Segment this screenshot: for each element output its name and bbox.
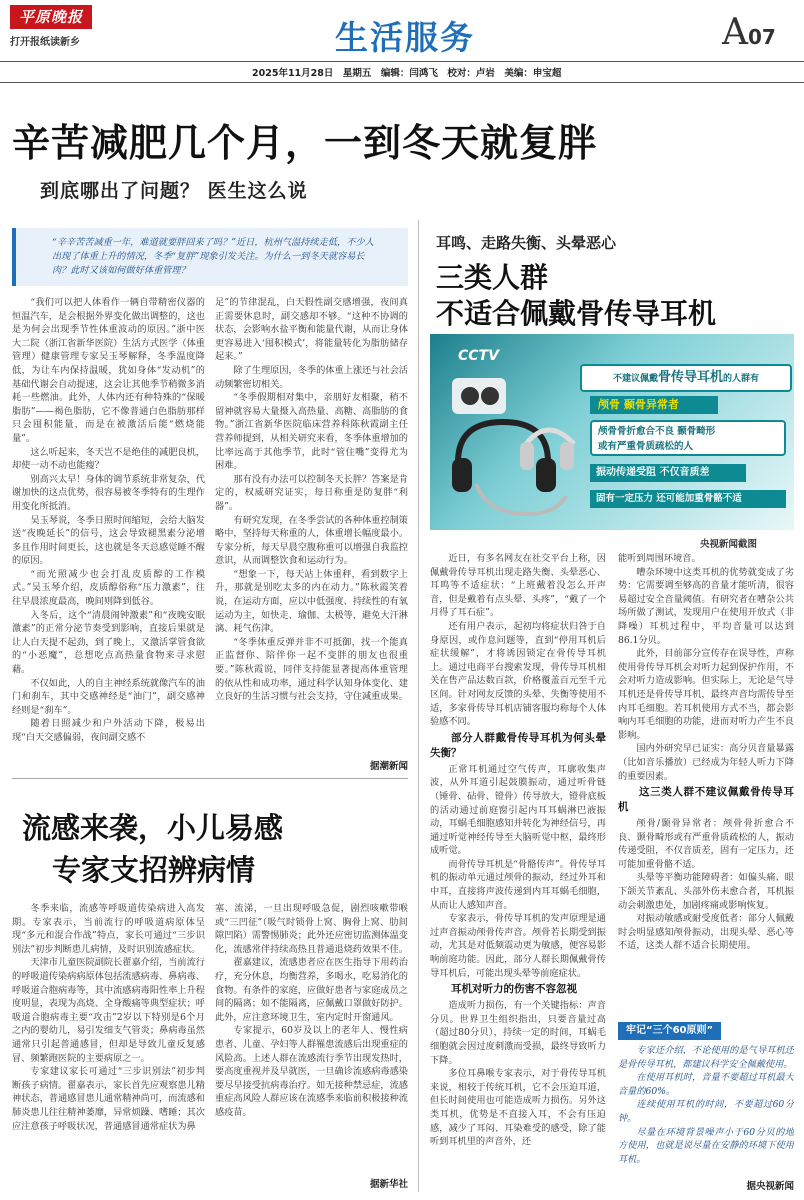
page-digits: 07 <box>748 25 776 49</box>
hearing-column-1 <box>430 552 606 1194</box>
paragraph: “冬季体重反弹并非不可抵御，找一个能真正监督你、陪伴你一起不变胖的朋友也很重要。”陈秋霞说，同伴支持能显著提高体重管理的依从性和成功率，通过科学认知身体变化、建立良好的生活习惯与社会支持，守住减重成果。 <box>215 636 408 703</box>
tv-logo: CCTV <box>458 348 499 364</box>
paragraph: “冬季假期相对集中，亲朋好友相聚，稍不留神就容易大量摄入高热量、高糖、高脂肪的食物。”浙江省新华医院临床营养科陈秋霞副主任营养师提到，从相关研究来看，冬季体重增加的比率远高于其他季节，此时“管住嘴”变得尤为困难。 <box>215 392 408 472</box>
banner-suffix: 的人群有 <box>723 374 760 384</box>
subhead-three-groups: 这三类人群不建议佩戴骨传导耳机 <box>618 786 794 814</box>
paragraph: 这么听起来，冬天岂不是绝佳的减肥良机，却使一动不动也能瘦？ <box>12 446 205 472</box>
page-number <box>722 12 776 53</box>
paragraph: 专家提示，60岁及以上的老年人、慢性病患者、儿童、孕妇等人群罹患流感后出现重症的风险高。上述人群在流感流行季节出现发热时，要高度重视并及早就医，一旦确诊流感病毒感染要尽早接受抗病毒治疗。如无接种禁忌症，流感重症高风险人群应该在流感季来临前积极接种流感疫苗。 <box>215 1025 408 1118</box>
paragraph: 塞、流涕，一旦出现呼吸急促，剧烈咳嗽带喉或“三凹征”（吸气时锁骨上窝、胸骨上窝、肋间隙凹陷）需警惕肺炎；此外还应密切监测体温变化，流感常伴持续高热且普通退烧药效果不佳。 <box>215 903 408 955</box>
item2: 振动传递受阻 不仅音质差 <box>590 464 746 482</box>
paragraph: 不仅如此，人的自主神经系统就像汽车的油门和刹车，其中交感神经是“油门”，副交感神经则是“刹车”。 <box>12 677 205 716</box>
paragraph: “想象一下，每天站上体重秤，看到数字上升，那就是别吃太多的内在动力。”陈秋霞笑着说，在运动方面，应以中低强度、持续性的有氧运动为主，如快走、瑜伽、太极等，避免大汗淋漓、耗气伤津。 <box>215 568 408 635</box>
item1-title: 颅骨 颞骨异常者 <box>590 396 718 414</box>
flu-column-1 <box>12 902 205 1192</box>
paragraph: 能听到周围环境音。 <box>618 553 701 564</box>
paragraph: “而光照减少也会打乱皮质醇的工作模式。”吴玉琴介绍，皮质醇俗称“压力激素”，往往早晨浓度最高，晚间则降到低谷。 <box>12 568 205 608</box>
paragraph: 入冬后，这个“清晨闹钟激素”和“夜晚安眠激素”的正常分泌节奏受到影响，直接后果就是让人白天提不起劲，到了晚上，又激活掌管食欲的“小恶魔”，总想吃点高热量食物来寻求慰藉。 <box>12 609 205 676</box>
paragraph: 造成听力损伤，有一个关键指标：声音分贝。世界卫生组织指出，只要音量过高（超过80分贝），持续一定的时间，耳蜗毛细胞就会因过度刺激而受损，最终导致听力下降。 <box>430 1000 606 1066</box>
hearing-credit: 据央视新闻 <box>746 1181 794 1192</box>
logo-text: 平原晚报 <box>18 8 83 26</box>
lead-column-2 <box>215 296 408 754</box>
paragraph: 翟嘉建议，流感患者应在医生指导下用药治疗，充分休息，均衡营养，多喝水，吃易消化的食物。有条件的家庭，应做好患者与家庭成员之间的隔离；如不能隔离，应佩戴口罩做好防护。此外，应注意环境卫生，室内定时开窗通风。 <box>215 957 408 1023</box>
flu-headline-2: 专家支招辨病情 <box>52 853 256 887</box>
tip: 在使用耳机时，音量不要超过耳机最大音量的60%。 <box>618 1072 794 1097</box>
paragraph: 别高兴太早！身体的调节系统非常复杂，代谢加快的这点优势，很容易被冬季特有的生理作用变化所抵消。 <box>12 473 205 512</box>
lead-intro: “辛辛苦苦减重一年，难道就要胖回来了吗？”近日，杭州气温持续走低，不少人出现了体重上升的情况，冬季“复胖”现象引发关注。为什么一到冬天就容易长肉？此时又该如何做好体重管理？ <box>52 237 374 276</box>
paragraph: 有研究发现，在冬季尝试的各种体重控制策略中，坚持每天称重的人，体重增长幅度最小。专家分析，每天早晨空腹称重可以增强自我监控意识，从而调整饮食和运动行为。 <box>215 514 408 567</box>
paragraph: 对振动敏感或耐受度低者：部分人佩戴时会明显感知颅骨振动，出现头晕、恶心等不适，这类人群不适合长期使用。 <box>618 913 794 952</box>
paragraph: 那有没有办法可以控制冬天长胖？答案是肯定的，权威研究证实，每日称重是防复胖“利器”。 <box>215 473 408 512</box>
flu-credit: 据新华社 <box>369 1179 408 1190</box>
slogan: 打开报纸读新乡 <box>10 37 80 48</box>
intro-accent <box>12 228 16 286</box>
infographic-caption: 央视新闻截图 <box>700 539 758 550</box>
masthead-rule <box>0 61 804 62</box>
headphones-icon <box>448 374 578 524</box>
hearing-infographic <box>430 334 794 530</box>
item1-detail <box>590 420 786 456</box>
item3: 固有一定压力 还可能加重骨骼不适 <box>590 490 786 508</box>
paragraph: 除了生理原因，冬季的体重上涨还与社会活动频繁密切相关。 <box>215 364 408 390</box>
flu-headline-1: 流感来袭，小儿易感 <box>22 811 284 845</box>
lead-headline: 辛苦减肥几个月，一到冬天就复胖 <box>12 121 598 165</box>
hearing-kicker: 耳鸣、走路失衡、头晕恶心 <box>436 234 617 252</box>
paragraph: 此外，目前部分宣传存在误导性，声称使用骨传导耳机会对听力起到保护作用，不会对听力造成影响。但实际上，无论是气导耳机还是骨传导耳机，最终声音均需传导至内耳毛细胞。若耳机使用方式不当，都会影响内耳毛细胞的功能，进而对听力产生不良影响。 <box>618 648 794 741</box>
paragraph: 还有用户表示，起初均将症状归咎于自身原因，或作息问题等，直到“停用耳机后症状缓解”，才将诱因锁定在骨传导耳机上。通过电商平台搜索发现，骨传导耳机相关在售产品达数百款，价格覆盖百元至千元区间。针对网友反馈的头晕、失衡等使用不适，多家骨传导耳机店铺客服均称每个人体验感不同。 <box>430 620 606 728</box>
logo <box>10 5 92 29</box>
paragraph: 多位耳鼻喉专家表示，对于骨传导耳机来说，相较于传统耳机，它不会压迫耳道，但长时间使用也可能造成听力损伤。另外这类耳机，优势是不直接入耳，不会有压迫感，减少了耳闷、耳染难受的感受，除了能听到耳机里的声音外，还 <box>430 1068 606 1148</box>
paragraph: 吴玉琴说，冬季日照时间缩短，会给大脑发送“夜晚延长”的信号，这会导致褪黑素分泌增多且作用时间更长，这也就是冬天总感觉睡不醒的原因。 <box>12 514 205 567</box>
paragraph: 专家表示，骨传导耳机的发声原理是通过声音振动颅骨传声音。颅骨若长期受到振动，尤其是对低频震动更为敏感，便容易影响前庭功能。因此，部分人群长期佩戴骨传导耳机后，可能出现头晕等前庭症状。 <box>430 913 606 979</box>
paragraph: 嘈杂环境中这类耳机的优势就变成了劣势：它需要调至够高的音量才能听清，很容易超过安全音量阈值。有研究者在嘈杂公共场所做了测试，发现用户在使用开放式（非降噪）耳机过程中，平均音量可以达到86.1分贝。 <box>618 566 794 646</box>
masthead-rule-bottom <box>0 82 804 83</box>
paragraph: 头晕等平衡功能障碍者：如偏头痛、眼下颌关节紊乱、头部外伤未愈合者，耳机振动会刺激患处，加剧疼痛或影响恢复。 <box>618 872 794 911</box>
paragraph: 天津市儿童医院副院长翟嘉介绍，当前流行的呼吸道传染病病原体包括流感病毒、鼻病毒、呼吸道合胞病毒等，其中流感病毒阳性率上升程度明显，表现为高烧、全身酸痛等典型症状；呼吸道合胞病毒主要“攻击”2岁以下特别是6个月之内的婴幼儿，易引发细支气管炎；鼻病毒虽然通常只引起普通感冒，但却是导致儿童反复感冒、频繁跑医院的主要病原之一。 <box>12 957 205 1064</box>
paragraph: 冬季来临，流感等呼吸道传染病进入高发期。专家表示，当前流行的呼吸道病原体呈现“多元和混合作战”特点，家长可通过“三步识别法”初步判断患儿病情，及时识别流感症状。 <box>12 903 205 955</box>
infographic-banner <box>580 364 792 392</box>
lead-intro-box <box>12 228 408 286</box>
banner-highlight: 骨传导耳机 <box>657 370 723 385</box>
paragraph: 颅骨/颞骨异常者：颅骨骨折愈合不良、颞骨畸形或有严重骨质疏松的人，振动传递受阻，不仅音质差，固有一定压力，还可能加重骨骼不适。 <box>618 818 794 870</box>
item1-detail-line1: 颅骨骨折愈合不良 颞骨畸形 <box>598 426 716 437</box>
paragraph: 随着日照减少和户外活动下降，极易出现“白天交感偏弱，夜间副交感不 <box>12 718 205 743</box>
paragraph: 近日，有多名网友在社交平台上称，因佩戴骨传导耳机出现走路失衡、头晕恶心、耳鸣等不适症状：“上班戴着没怎么开声音，但是戴着有点头晕、头疼”，“戴了一个月得了耳石症”。 <box>430 553 606 619</box>
lead-subheadline: 到底哪出了问题？ 医生这么说 <box>40 180 308 202</box>
hearing-headline-1: 三类人群 <box>436 261 549 294</box>
paragraph: 足”的节律混乱，白天假性副交感增强，夜间真正需要休息时，副交感却不够。“这种不协调的状态，会影响水盐平衡和能量代谢，从而让身体更容易进入‘囤积模式’，将能量转化为脂肪储存起来。” <box>215 297 408 363</box>
paragraph: 而骨传导耳机是“骨骼传声”。骨传导耳机的振动单元通过颅骨的振动，经过外耳和中耳，直接将声波传递到内耳耳蜗毛细胞，从而让人感知声音。 <box>430 858 606 911</box>
paragraph: 专家建议家长可通过“三步识别法”初步判断孩子病情。翟嘉表示，家长首先应观察患儿精神状态，普通感冒患儿通常精神尚可，而流感和肺炎患儿往往精神萎靡，异常烦躁、嗜睡；其次应注意孩子呼吸状况，普通感冒通常症状为鼻 <box>12 1066 205 1132</box>
paragraph: “我们可以把人体看作一辆自带精密仪器的恒温汽车，是会根据外界变化做出调整的，这也是为何会出现季节性体重波动的原因。”浙中医大二院（浙江省新华医院）生活方式医学（体重管理）健康管理专家吴玉琴解释，冬季温度降低，为让车内保持温暖，犹如身体“发动机”的基础代谢会自动提速，这会让其他季节稍微多消耗一些燃油。此外，人体内还有种特殊的“保暖脂肪”——褐色脂肪，它不像普通白色脂肪那样只会囤积能量，而是在被激活后能“燃烧能量”。 <box>12 297 205 444</box>
tips-box <box>618 1044 794 1176</box>
flu-column-2 <box>215 902 408 1170</box>
tip: 尽量在环境背景噪声小于60分贝的地方使用，也就是说尽量在安静的环境下使用耳机。 <box>618 1126 794 1165</box>
item1-detail-line2: 或有严重骨质疏松的人 <box>598 441 694 452</box>
subhead-hearing-damage: 耳机对听力的伤害不容忽视 <box>451 983 577 996</box>
subhead-dizzy: 部分人群戴骨传导耳机为何头晕失衡？ <box>430 731 606 759</box>
divider-flu <box>12 778 408 779</box>
lead-column-1 <box>12 296 205 768</box>
masthead <box>0 0 804 84</box>
divider-lead <box>418 220 419 1192</box>
banner-prefix: 不建议佩戴 <box>612 374 658 384</box>
lead-credit: 据潮新闻 <box>369 761 408 772</box>
hearing-headline-2: 不适合佩戴骨传导耳机 <box>436 297 717 330</box>
date-line: 2025年11月28日 星期五 编辑：闫鸿飞 校对：卢岩 美编：申宝超 <box>252 68 562 79</box>
paragraph: 国内外研究早已证实：高分贝音量暴露（比如音乐播放）已经成为年轻人听力下降的重要因素。 <box>618 743 794 782</box>
page-letter: A <box>722 12 748 53</box>
tip: 专家还介绍，不论使用的是气导耳机还是骨传导耳机，都建议科学安全佩戴使用。 <box>618 1045 794 1070</box>
paragraph: 正常耳机通过空气传声，耳廓收集声波，从外耳道引起鼓膜振动，通过听骨链（锤骨、砧骨、镫骨）传导放大，镫骨底板的活动通过前庭窗引起内耳耳蜗淋巴液振动，耳蜗毛细胞感知并转化为神经信号，再通过听觉神经传导至大脑听觉中枢，最终形成听觉。 <box>430 763 606 857</box>
tip-label: 牢记“三个60原则” <box>618 1022 721 1040</box>
hearing-column-2 <box>618 552 794 1014</box>
section-title: 生活服务 <box>335 18 475 57</box>
tip: 连续使用耳机的时间，不要超过60分钟。 <box>618 1099 794 1124</box>
